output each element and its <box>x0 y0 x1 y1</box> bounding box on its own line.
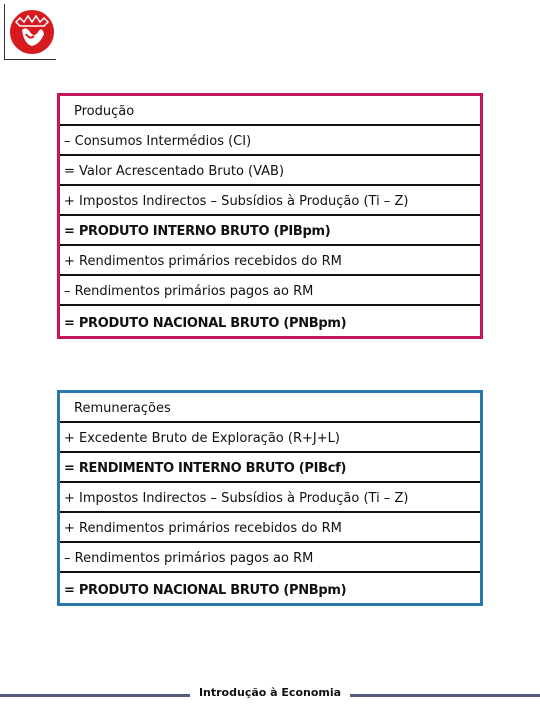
institution-logo-icon <box>4 4 56 58</box>
footer <box>0 686 540 702</box>
production-approach-table <box>57 93 483 339</box>
row-impostos-indirectos: + Impostos Indirectos – Subsídios à Produção (Ti – Z) <box>60 483 480 513</box>
row-producao: Produção <box>60 96 480 126</box>
row-rendimentos-recebidos: + Rendimentos primários recebidos do RM <box>60 513 480 543</box>
row-excedente-bruto: + Excedente Bruto de Exploração (R+J+L) <box>60 423 480 453</box>
row-rendimentos-recebidos: + Rendimentos primários recebidos do RM <box>60 246 480 276</box>
footer-divider-left <box>0 694 190 697</box>
row-remuneracoes: Remunerações <box>60 393 480 423</box>
row-rendimentos-pagos: – Rendimentos primários pagos ao RM <box>60 276 480 306</box>
row-pnb-pm: = PRODUTO NACIONAL BRUTO (PNBpm) <box>64 316 347 331</box>
logo-frame-bottom <box>4 59 56 60</box>
row-pnb-pm: = PRODUTO NACIONAL BRUTO (PNBpm) <box>64 583 347 598</box>
footer-divider-right <box>350 694 540 697</box>
row-vab: = Valor Acrescentado Bruto (VAB) <box>60 156 480 186</box>
footer-title: Introdução à Economia <box>198 686 342 699</box>
row-rendimentos-pagos: – Rendimentos primários pagos ao RM <box>60 543 480 573</box>
row-impostos-indirectos: + Impostos Indirectos – Subsídios à Produção (Ti – Z) <box>60 186 480 216</box>
income-approach-table <box>57 390 483 606</box>
row-rib-cf: = RENDIMENTO INTERNO BRUTO (PIBcf) <box>60 453 480 483</box>
row-pib-pm: = PRODUTO INTERNO BRUTO (PIBpm) <box>60 216 480 246</box>
row-consumos-intermedios: – Consumos Intermédios (CI) <box>60 126 480 156</box>
